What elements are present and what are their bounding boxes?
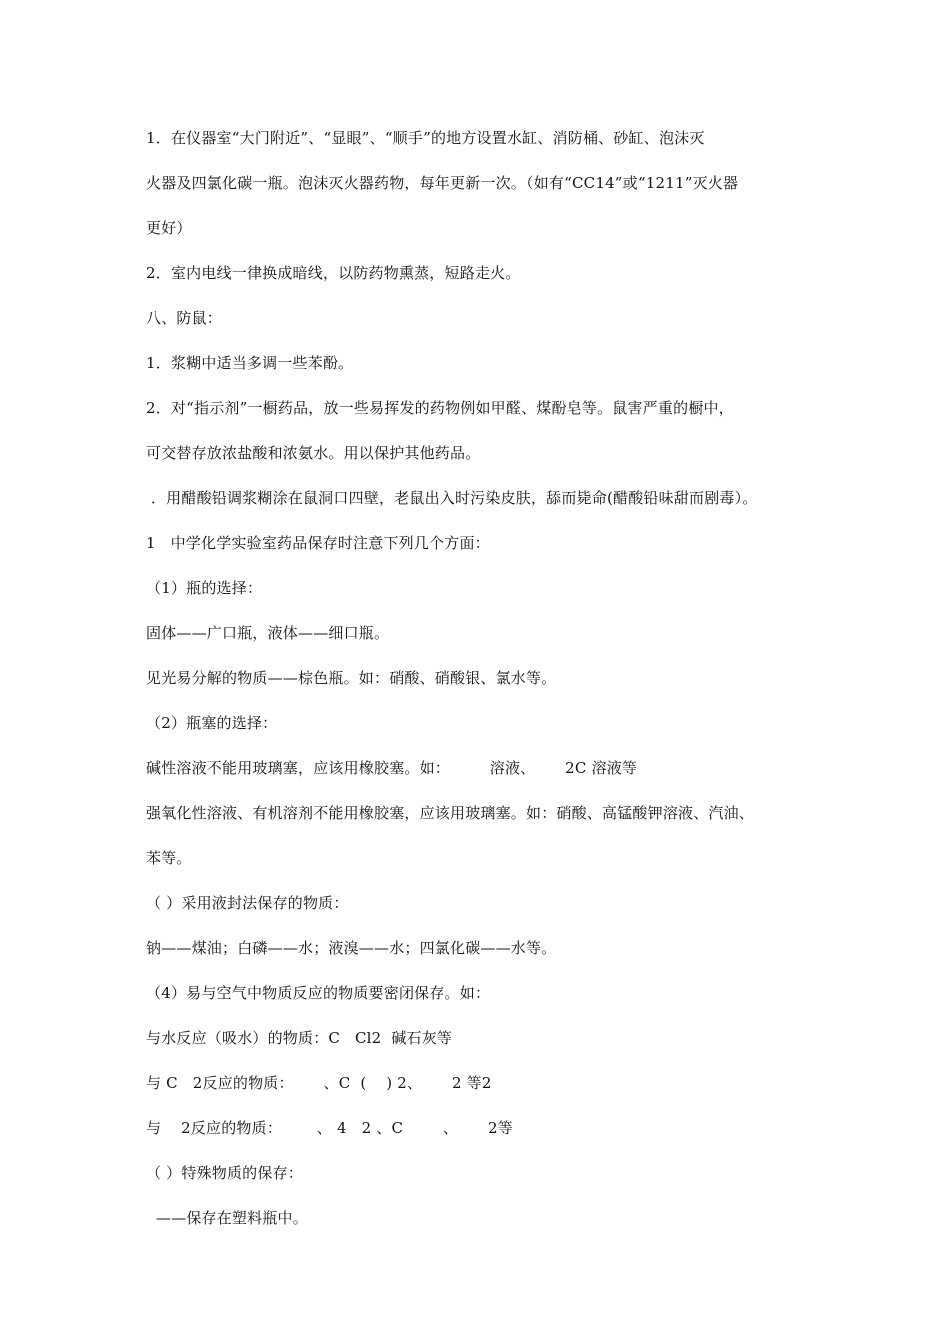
text-line: 强氧化性溶液、有机溶剂不能用橡胶塞，应该用玻璃塞。如：硝酸、高锰酸钾溶液、汽油、 (146, 804, 755, 822)
text-line: 碱性溶液不能用玻璃塞，应该用橡胶塞。如： 溶液、 2C 溶液等 (146, 759, 638, 777)
subsection-heading: （ ）采用液封法保存的物质： (146, 894, 349, 912)
text-line: 2．对“指示剂”一橱药品，放一些易挥发的药物例如甲醛、煤酚皂等。鼠害严重的橱中， (146, 399, 734, 417)
section-heading: 八、防鼠： (146, 309, 223, 327)
text-line: 更好） (146, 219, 192, 237)
subsection-heading: （1）瓶的选择： (146, 579, 263, 597)
text-line: 2．室内电线一律换成暗线，以防药物熏蒸，短路走火。 (146, 264, 521, 282)
text-line: 1．浆糊中适当多调一些苯酚。 (146, 354, 354, 372)
text-line: 固体——广口瓶，液体——细口瓶。 (146, 624, 390, 642)
text-line: 1 中学化学实验室药品保存时注意下列几个方面： (146, 534, 490, 552)
text-line: 与 C 2反应的物质： 、C ( ) 2、 2 等2 (146, 1074, 492, 1092)
subsection-heading: （2）瓶塞的选择： (146, 714, 278, 732)
subsection-heading: （ ）特殊物质的保存： (146, 1164, 303, 1182)
text-line: 钠——煤油；白磷——水；液溴——水；四氯化碳——水等。 (146, 939, 557, 957)
text-line: 1．在仪器室“大门附近”、“显眼”、“顺手”的地方设置水缸、消防桶、砂缸、泡沫灭 (146, 129, 705, 147)
text-line: 与 2反应的物质： 、 4 2 、C 、 2等 (146, 1119, 513, 1137)
text-line: ．用醋酸铅调浆糊涂在鼠洞口四壁，老鼠出入时污染皮肤，舔而毙命(醋酸铅味甜而剧毒）。 (146, 489, 758, 507)
text-line: 火器及四氯化碳一瓶。泡沫灭火器药物，每年更新一次。（如有“CC14”或“1211”灭火器 (146, 174, 739, 192)
text-line: 苯等。 (146, 849, 192, 867)
text-line: 与水反应（吸水）的物质：C Cl2 碱石灰等 (146, 1029, 453, 1047)
subsection-heading: （4）易与空气中物质反应的物质要密闭保存。如： (146, 984, 491, 1002)
text-line: 可交替存放浓盐酸和浓氨水。用以保护其他药品。 (146, 444, 481, 462)
text-line: 见光易分解的物质——棕色瓶。如：硝酸、硝酸银、氯水等。 (146, 669, 557, 687)
text-line: ——保存在塑料瓶中。 (146, 1209, 308, 1227)
